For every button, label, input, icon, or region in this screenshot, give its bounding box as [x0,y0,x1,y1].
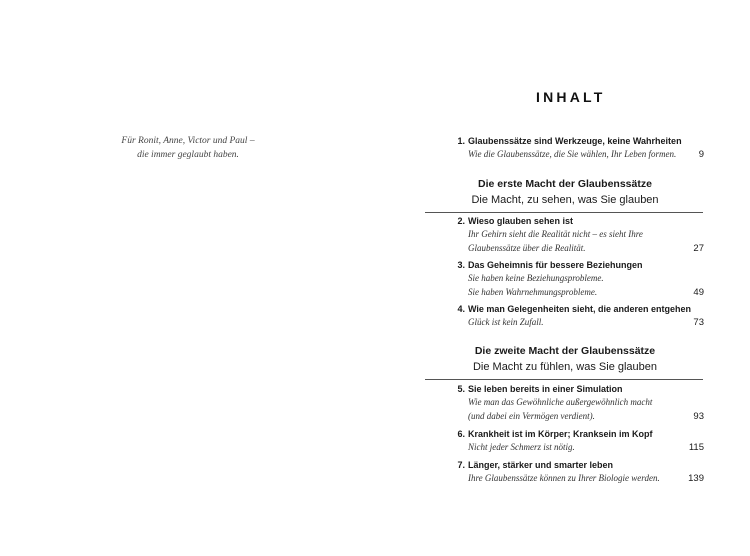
chapter-subtitle: Nicht jeder Schmerz ist nötig. [468,442,575,452]
divider [425,379,703,380]
chapter-number: 2. [457,216,465,226]
chapter-subtitle: Ihre Glaubenssätze können zu Ihrer Biologie werden. [468,473,660,483]
chapter-subtitle: Wie die Glaubenssätze, die Sie wählen, Ihr Leben formen. [468,149,677,159]
chapter-title: Krankheit ist im Körper; Kranksein im Kopf [468,429,653,439]
dedication [108,134,268,162]
part-heading: Die erste Macht der Glaubenssätze [478,178,652,190]
chapter-number: 4. [457,304,465,314]
chapter-subtitle: Glück ist kein Zufall. [468,317,544,327]
chapter-subtitle: Wie man das Gewöhnliche außergewöhnlich macht [468,397,653,407]
page-number: 27 [693,242,704,254]
toc-entry [451,459,704,486]
chapter-subtitle: Glaubenssätze über die Realität. [468,242,586,253]
chapter-subtitle: (und dabei ein Vermögen verdient). [468,410,595,421]
toc-title: INHALT [536,89,606,105]
toc-entry [451,215,704,255]
chapter-title: Länger, stärker und smarter leben [468,460,614,470]
toc-entry [451,428,704,455]
chapter-title: Das Geheimnis für bessere Beziehungen [468,260,643,270]
chapter-title: Wie man Gelegenheiten sieht, die anderen entgehen [468,304,691,314]
chapter-number: 5. [457,384,465,394]
part-heading-block [425,177,705,208]
page-number: 139 [688,473,704,484]
chapter-subtitle: Ihr Gehirn sieht die Realität nicht – es sieht Ihre [468,229,643,239]
page-number: 73 [693,317,704,328]
chapter-subtitle: Sie haben Wahrnehmungsprobleme. [468,286,598,297]
dedication-line: Für Ronit, Anne, Victor und Paul – [121,136,255,146]
chapter-number: 3. [457,260,465,270]
toc-entry [451,135,704,162]
toc-entry [451,259,704,299]
page-number: 9 [698,149,704,160]
part-heading-block [425,344,705,375]
page-number: 93 [693,410,704,422]
chapter-number: 7. [457,460,465,470]
chapter-subtitle: Sie haben keine Beziehungsprobleme. [468,273,604,283]
chapter-title: Glaubenssätze sind Werkzeuge, keine Wahrheiten [468,136,682,146]
toc-entry [451,303,704,330]
chapter-title: Sie leben bereits in einer Simulation [468,384,623,394]
chapter-number: 1. [457,136,465,146]
chapter-title: Wieso glauben sehen ist [468,216,573,226]
page-number: 49 [693,286,704,298]
part-heading: Die zweite Macht der Glaubenssätze [474,345,656,357]
dedication-line: die immer geglaubt haben. [137,150,239,160]
toc-entry [451,383,704,423]
divider [425,212,703,213]
page-number: 115 [688,442,704,453]
chapter-number: 6. [457,429,465,439]
part-subheading: Die Macht, zu sehen, was Sie glauben [471,194,659,206]
part-subheading: Die Macht zu fühlen, was Sie glauben [472,361,658,373]
